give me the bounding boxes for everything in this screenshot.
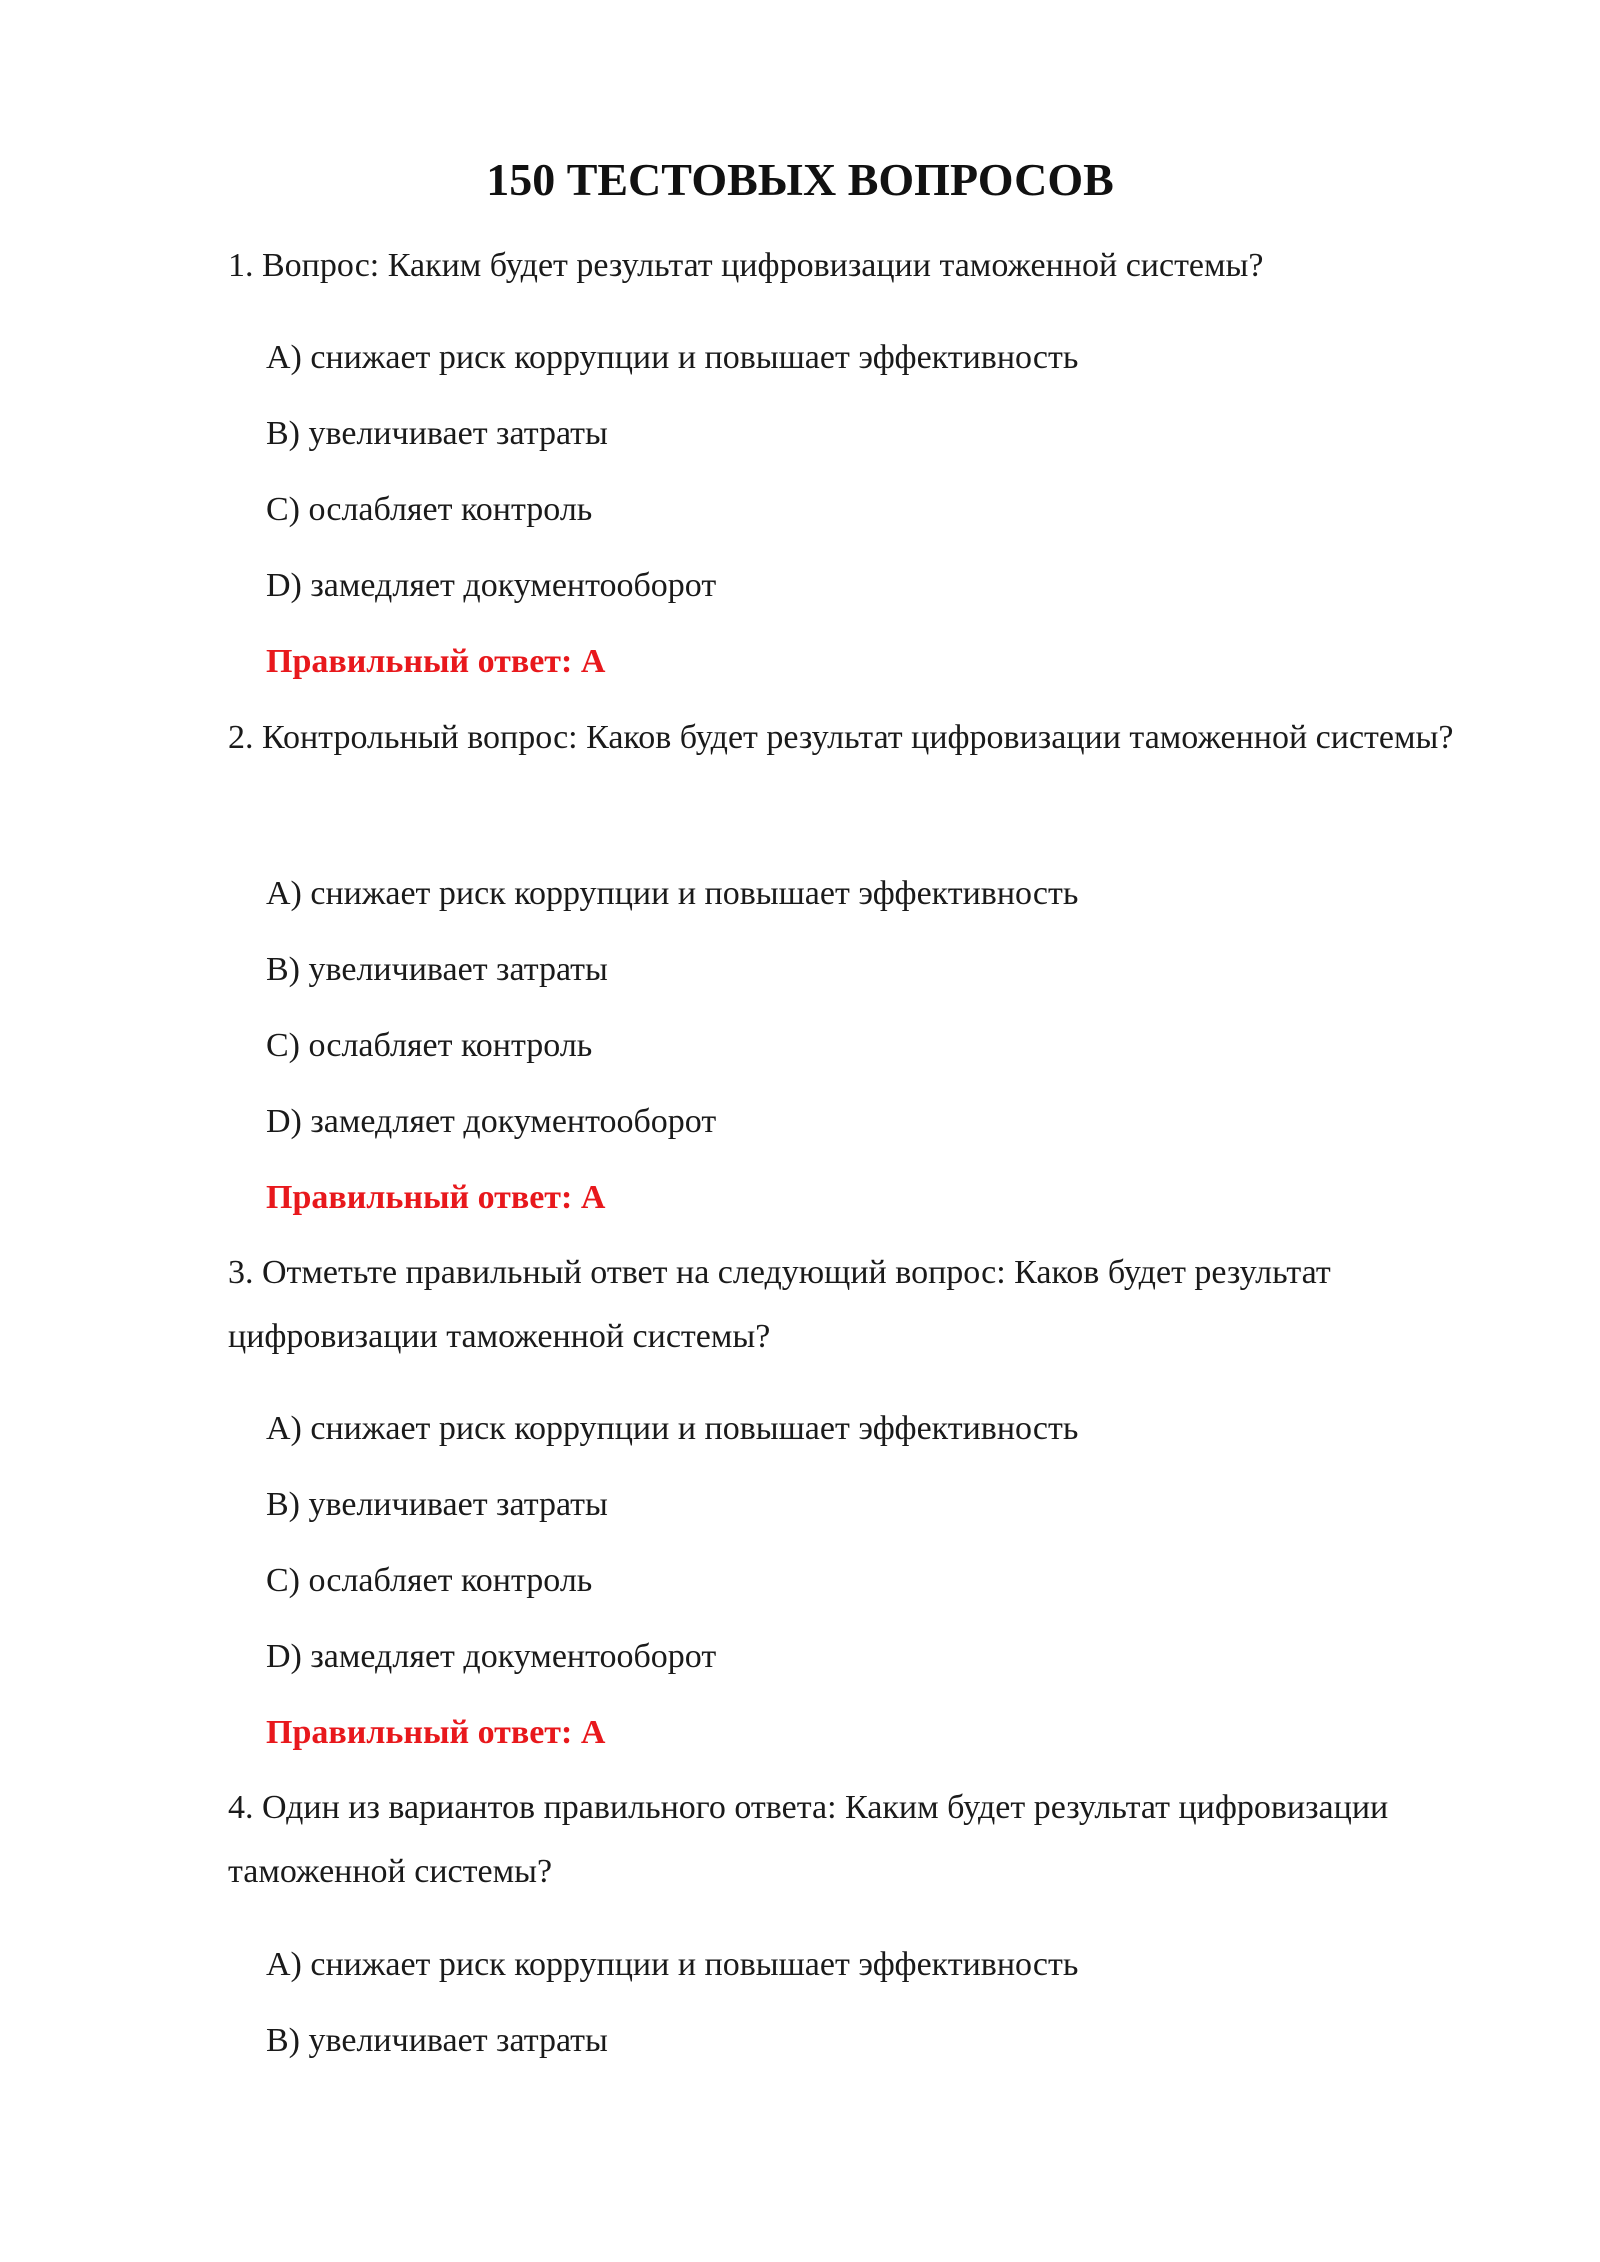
question-text: 3. Отметьте правильный ответ на следующий вопрос: Каков будет результат цифровизации таможенной системы? [228, 1254, 1331, 1355]
answer-option: A) снижает риск коррупции и повышает эффективность [266, 339, 1079, 376]
answer-option: D) замедляет документооборот [266, 1103, 717, 1140]
answer-option: A) снижает риск коррупции и повышает эффективность [266, 1946, 1079, 1983]
answer-option: D) замедляет документооборот [266, 567, 717, 604]
answer-option: B) увеличивает затраты [266, 951, 608, 988]
answer-option: A) снижает риск коррупции и повышает эффективность [266, 875, 1079, 912]
question-text: 2. Контрольный вопрос: Каков будет результат цифровизации таможенной системы? [228, 719, 1454, 756]
answer-option: B) увеличивает затраты [266, 1486, 608, 1523]
correct-answer: Правильный ответ: A [266, 643, 606, 680]
page-title: 150 ТЕСТОВЫХ ВОПРОСОВ [486, 154, 1114, 205]
answer-option: B) увеличивает затраты [266, 415, 608, 452]
answer-option: C) ослабляет контроль [266, 1027, 593, 1064]
answer-option: C) ослабляет контроль [266, 491, 593, 528]
answer-option: C) ослабляет контроль [266, 1562, 593, 1599]
question-text: 4. Один из вариантов правильного ответа: Каким будет результат цифровизации таможенной системы? [228, 1789, 1389, 1890]
correct-answer: Правильный ответ: A [266, 1714, 606, 1751]
answer-option: D) замедляет документооборот [266, 1638, 717, 1675]
answer-option: B) увеличивает затраты [266, 2022, 608, 2059]
answer-option: A) снижает риск коррупции и повышает эффективность [266, 1410, 1079, 1447]
question-text: 1. Вопрос: Каким будет результат цифровизации таможенной системы? [228, 247, 1264, 284]
correct-answer: Правильный ответ: A [266, 1179, 606, 1216]
